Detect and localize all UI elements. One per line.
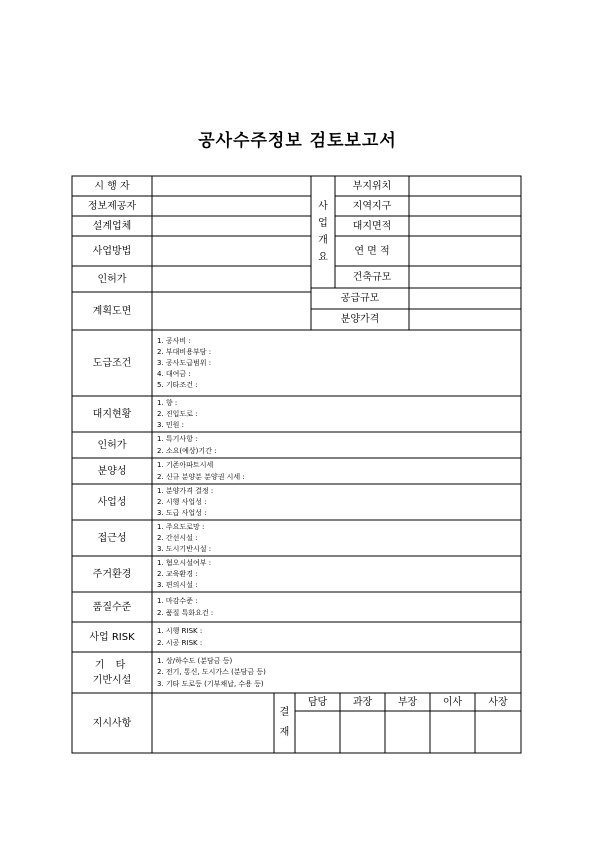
label-site-location: 부지위치: [352, 180, 392, 192]
list-item: 2. 품질 특화요건 :: [157, 608, 214, 617]
list-item: 2. 신규 분양분 분양권 시세 :: [157, 472, 245, 481]
list-item: 2. 시행 사업성 :: [157, 497, 207, 506]
section-label-business-risk: 사업 RISK: [89, 631, 135, 643]
label-instructions: 지시사항: [92, 717, 132, 729]
group-label-char: 업: [318, 218, 328, 229]
label-line: 기 타: [94, 659, 130, 671]
section-items-permits: [152, 432, 521, 458]
list-item: 3. 민원 :: [157, 421, 185, 430]
label-plan-drawing: 계획도면: [92, 305, 132, 317]
section-items-business-risk: [152, 622, 521, 652]
list-item: 2. 시공 RISK :: [157, 638, 203, 647]
signature-box-staff[interactable]: [295, 711, 340, 753]
approval-role-department-head: 부장: [397, 696, 418, 708]
list-item: 1. 혐오시설여부 :: [157, 558, 212, 567]
label-info-provider: 정보제공자: [87, 200, 137, 212]
list-item: 2. 진입도로 :: [157, 409, 198, 418]
section-label-accessibility: 접근성: [97, 532, 127, 544]
list-item: 2. 부대비용부담 :: [157, 347, 212, 356]
label-floor-area: 연 면 적: [354, 245, 390, 257]
list-item: 2. 소요(예상)기간 :: [157, 446, 217, 455]
label-sale-price: 분양가격: [340, 314, 380, 325]
list-item: 1. 상/하수도 (분담금 등): [157, 657, 233, 666]
section-items-site-status: [152, 396, 521, 432]
label-site-area: 대지면적: [352, 220, 392, 232]
label-business-method: 사업방법: [92, 245, 132, 257]
list-item: 1. 향 :: [157, 398, 178, 407]
list-item: 3. 도시기반시설 :: [157, 545, 212, 554]
group-label-char: 요: [318, 252, 328, 263]
label-developer: 시 행 자: [94, 180, 130, 192]
section-label-quality-level: 품질수준: [92, 601, 132, 613]
signature-box-department-head[interactable]: [385, 711, 430, 753]
list-item: 3. 공사도급범위 :: [157, 358, 212, 367]
section-label-saleability: 분양성: [97, 465, 127, 477]
section-items-profitability: [152, 484, 521, 520]
group-label-char: 사: [318, 201, 328, 212]
document-title: 공사수주정보 검토보고서: [198, 131, 397, 151]
section-items-saleability: [152, 458, 521, 484]
section-label-permits: 인허가: [97, 439, 127, 451]
section-items-other-infrastructure: [152, 652, 521, 693]
instructions-field[interactable]: [152, 693, 274, 753]
list-item: 3. 편의시설 :: [157, 581, 198, 590]
approval-role-president: 사장: [488, 696, 508, 708]
list-item: 1. 주요도로망 :: [157, 522, 205, 531]
approval-label-char: 결: [279, 707, 290, 718]
list-item: 1. 마감수준 :: [157, 597, 198, 606]
list-item: 2. 간선시설 :: [157, 533, 198, 542]
label-permits: 인허가: [97, 273, 127, 285]
group-label-char: 개: [318, 235, 328, 246]
signature-box-section-chief[interactable]: [340, 711, 385, 753]
approval-label: [274, 693, 295, 753]
section-label-contract-terms: 도급조건: [92, 357, 132, 369]
section-label-living-environment: 주거환경: [92, 568, 132, 580]
section-label-other-infrastructure: [72, 652, 152, 693]
label-zoning: 지역지구: [352, 200, 392, 212]
list-item: 1. 특기사항 :: [157, 435, 198, 444]
approval-role-section-chief: 과장: [352, 696, 373, 708]
list-item: 1. 시행 RISK :: [157, 627, 203, 636]
list-item: 2. 전기, 통신, 도시가스 (분담금 등): [157, 668, 266, 677]
business-overview-label: [311, 176, 335, 288]
list-item: 1. 기존아파트시세: [157, 461, 214, 470]
label-supply-scale: 공급규모: [340, 293, 380, 304]
list-item: 3. 기타 도로등 (기부채납, 수용 등): [157, 679, 264, 688]
section-items-quality-level: [152, 592, 521, 622]
label-line: 기반시설: [92, 674, 132, 686]
label-building-scale: 건축규모: [352, 271, 392, 283]
label-design-firm: 설계업체: [92, 220, 132, 232]
list-item: 2. 교육환경 :: [157, 569, 198, 578]
section-items-accessibility: [152, 520, 521, 556]
approval-role-staff: 담당: [307, 696, 328, 708]
signature-box-director[interactable]: [430, 711, 475, 753]
list-item: 5. 기타조건 :: [157, 381, 198, 390]
list-item: 1. 분양가격 결정 :: [157, 486, 214, 495]
section-items-contract-terms: [152, 330, 521, 396]
section-label-profitability: 사업성: [97, 496, 127, 508]
list-item: 1. 공사비 :: [157, 336, 191, 345]
approval-label-char: 재: [279, 727, 290, 738]
section-label-site-status: 대지현황: [92, 408, 132, 420]
section-items-living-environment: [152, 556, 521, 592]
list-item: 4. 대여금 :: [157, 370, 191, 379]
approval-role-director: 이사: [442, 696, 463, 708]
list-item: 3. 도급 사업성 :: [157, 509, 207, 518]
signature-box-president[interactable]: [475, 711, 521, 753]
